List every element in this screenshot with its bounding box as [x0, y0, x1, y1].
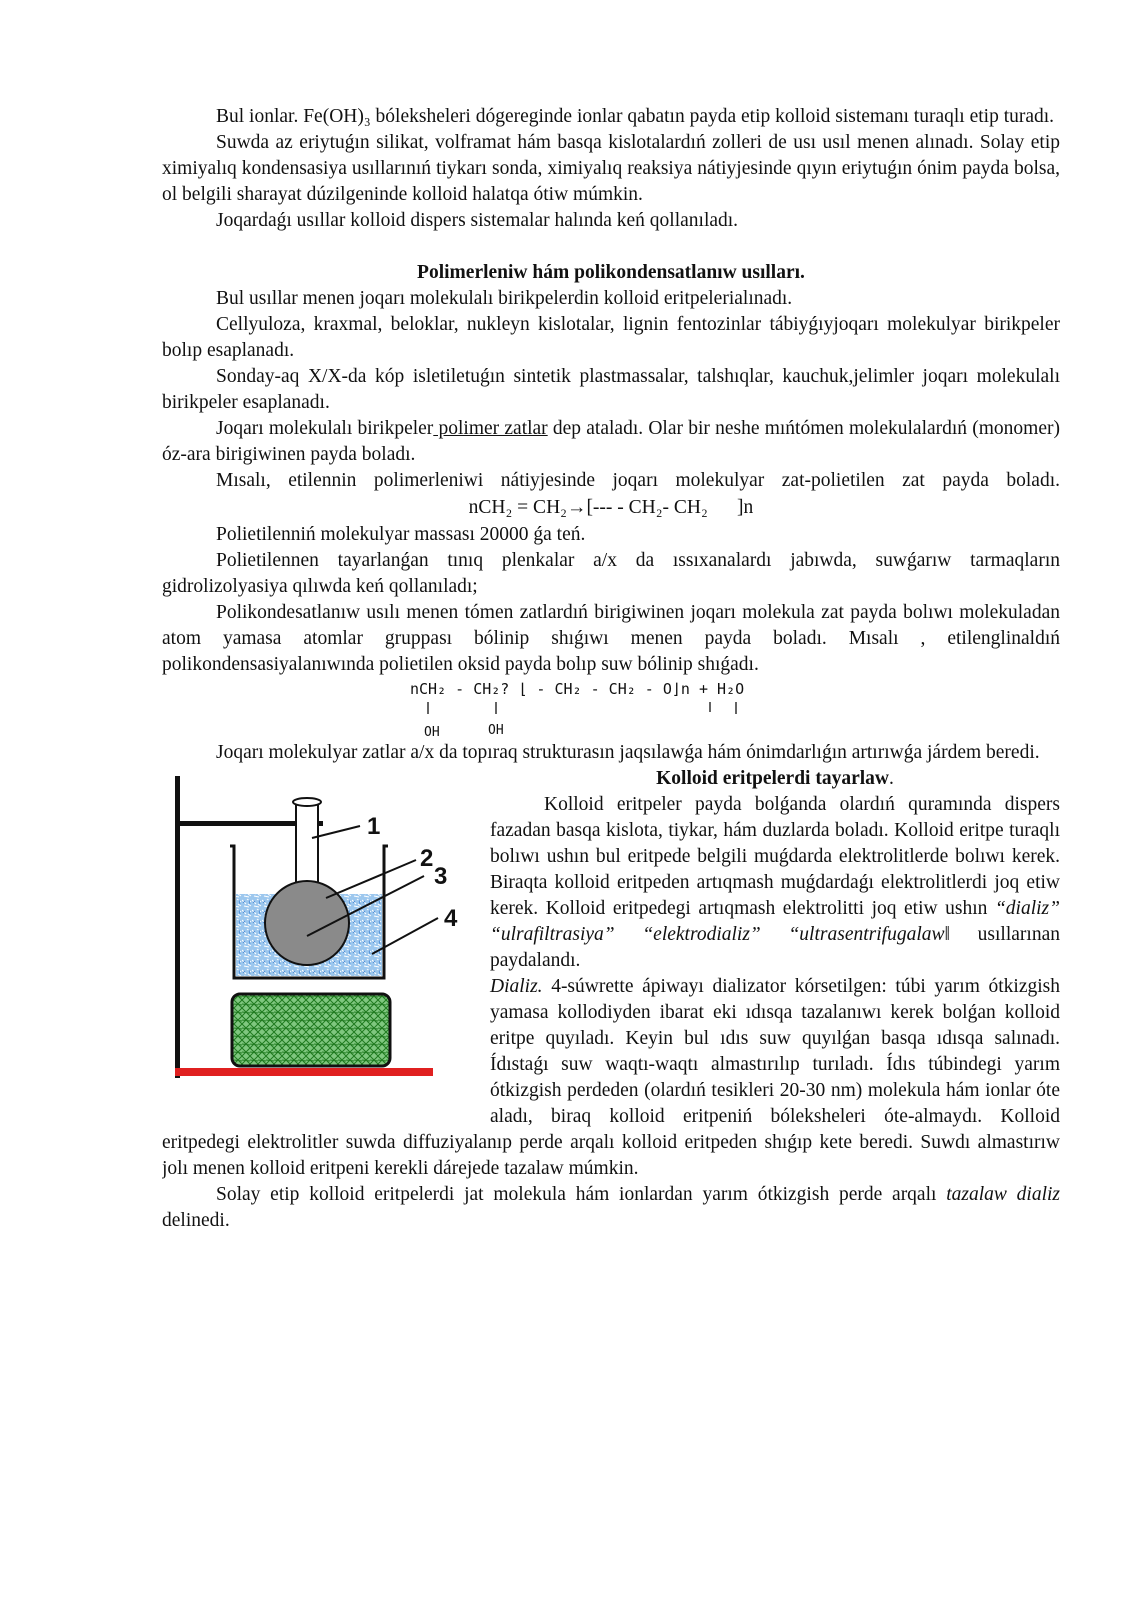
chem-oh-label: OH [424, 725, 440, 740]
paragraph: Bul ionlar. Fe(OH)₃ bóleksheleri dógereginde ionlar qabatın payda etip kolloid sistemanı turaqlı etip turadı. [216, 106, 1055, 127]
paragraph: Bul usıllar menen joqarı molekulalı birikpelerdin kolloid eritpelerialınadı. [216, 288, 793, 309]
text-span: usıllarınan paydalandı. [490, 924, 1060, 971]
term-dializ: Dializ. [490, 976, 543, 997]
stand-base [175, 1068, 433, 1076]
paragraph: Cellyuloza, kraxmal, beloklar, nukleyn kislotalar, lignin fentozinlar tábiyǵıyjoqarı molekulyar birikpeler bolıp esaplanadı. [162, 314, 1060, 361]
underlined-term: polimer zatlar [433, 418, 548, 439]
heading-text: Kolloid eritpelerdi tayarlaw [656, 768, 889, 789]
text-span: 4-súwrette ápiwayı dializator kórsetilgen: túbi yarım ótkizgish yamasa kollodiyden ibarat eki ıdısqa tazalanıwı kerek bolǵan kolloid eritpe quyıladı. Keyin bul ıdıs suw quyılǵan basqa ıdısqa salınadı. Ídıstaǵı suw waqtı-waqtı almastırılıp turıladı. Ídıs túbindegi yarım ótkizgish perdeden (olardıń tesikleri 20-30 nm) molekula hám ionlar óte aladı, biraq kolloid eritpeniń bóleksheleri óte-almaydı. Kolloid eritpedegi elektrolitler suwda diffuziyalanıp perde arqalı kolloid eritpeden shıǵıp kete beredi. Suwdı almastırıw jolı menen kolloid eritpeni kerekli dárejede tazalaw múmkin. [162, 976, 1060, 1179]
text-span: dep ataladı. Olar bir neshe mıńtómen molekulalardıń (monomer) óz-ara birigiwinen payda boladı. [162, 418, 1060, 465]
text-span: delinedi. [162, 1210, 230, 1231]
paragraph: Polikondesatlanıw usılı menen tómen zatlardıń birigiwinen joqarı molekula zat payda bolıwı molekuladan atom yamasa atomlar gruppası bólinip shıǵıwı menen payda boladı. Mısalı , etilenglinaldıń polikondensasiyalanıwında polietilen oksid payda bolıp suw bólinip shıǵadı. [162, 602, 1060, 675]
chem-formula-line: nCH₂ - CH₂? ⌊ - CH₂ - CH₂ - O⌋n + H₂O [410, 680, 745, 698]
dialyzer-figure [162, 768, 480, 1106]
text-span: Solay etip kolloid eritpelerdi jat molekula hám ionlardan yarım ótkizgish perde arqalı [216, 1184, 947, 1205]
paragraph: Mısalı, etilennin polimerleniwi nátiyjesinde joqarı molekulyar zat-polietilen zat payda boladı. [216, 470, 1060, 491]
section-heading: Polimerleniw hám polikondensatlanıw usılları. [417, 262, 805, 283]
figure-label: 4 [444, 905, 458, 932]
dialysis-section [162, 766, 1060, 1182]
method-terms: “dializ” “ulrafiltrasiya” “elektrodializ” “ultrasentrifugalaw‖ [490, 898, 1060, 945]
chemical-equation: nCH₂ = CH₂→[--- - CH₂- CH₂ ]n [468, 497, 754, 518]
paragraph: Sonday-aq X/X-da kóp isletiletuǵın sintetik plastmassalar, talshıqlar, kauchuk,jelimler joqarı molekulalı birikpeler esaplanadı. [162, 366, 1060, 413]
heater-block [232, 994, 390, 1066]
text-span: Joqarı molekulalı birikpeler [216, 418, 434, 439]
paragraph: Suwda az eriytuǵın silikat, volframat hám basqa kislotalardıń zolleri de usı usıl menen alınadı. Solay etip ximiyalıq kondensasiya usıllarınıń tiykarı sonda, ximiyalıq reaksiya nátiyjesinde qıyın eriytuǵın ónim payda bolsa, ol belgili sharayat dúzilgeninde kolloid halatqa ótiw múmkin. [162, 132, 1060, 205]
paragraph [162, 416, 1060, 468]
figure-label: 3 [434, 863, 448, 890]
paragraph: Joqarı molekulyar zatlar a/x da topıraq strukturasın jaqsılawǵa hám ónimdarlıǵın artırıwǵa járdem beredi. [216, 742, 1040, 763]
paragraph: Polietilennen tayarlanǵan tınıq plenkalar a/x da ıssıxanalardı jabıwda, suwǵarıw tarmaqların gidrolizolyasiya qılıwda keń qollanıladı; [162, 550, 1060, 597]
polycondensation-equation-image [410, 678, 810, 740]
paragraph: Polietilenniń molekulyar massası 20000 ǵa teń. [216, 524, 586, 545]
heading-dot: . [889, 768, 894, 789]
paragraph [162, 1182, 1060, 1234]
paragraph: Joqardaǵı usıllar kolloid dispers sistemalar halında keń qollanıladı. [216, 210, 739, 231]
figure-label: 1 [367, 813, 381, 840]
term-tazalaw-dializ: tazalaw dializ [946, 1184, 1060, 1205]
text-span: Kolloid eritpeler payda bolǵanda olardıń quramında dispers fazadan basqa kislota, tiykar, hám duzlarda boladı. Kolloid eritpe turaqlı bolıwı ushın bul eritpede belgili muǵdarda elektrolitlerde bolıwı kerek. Biraqta kolloid eritpeden artıqmash muǵdardaǵı elektrolitlerdi joq etiw kerek. Kolloid eritpedegi artıqmash elektrolitti joq etiw ushın [490, 794, 1060, 919]
document-page [162, 104, 1060, 1234]
figure-label: 2 [420, 845, 434, 872]
chem-oh-label: OH [488, 723, 504, 738]
